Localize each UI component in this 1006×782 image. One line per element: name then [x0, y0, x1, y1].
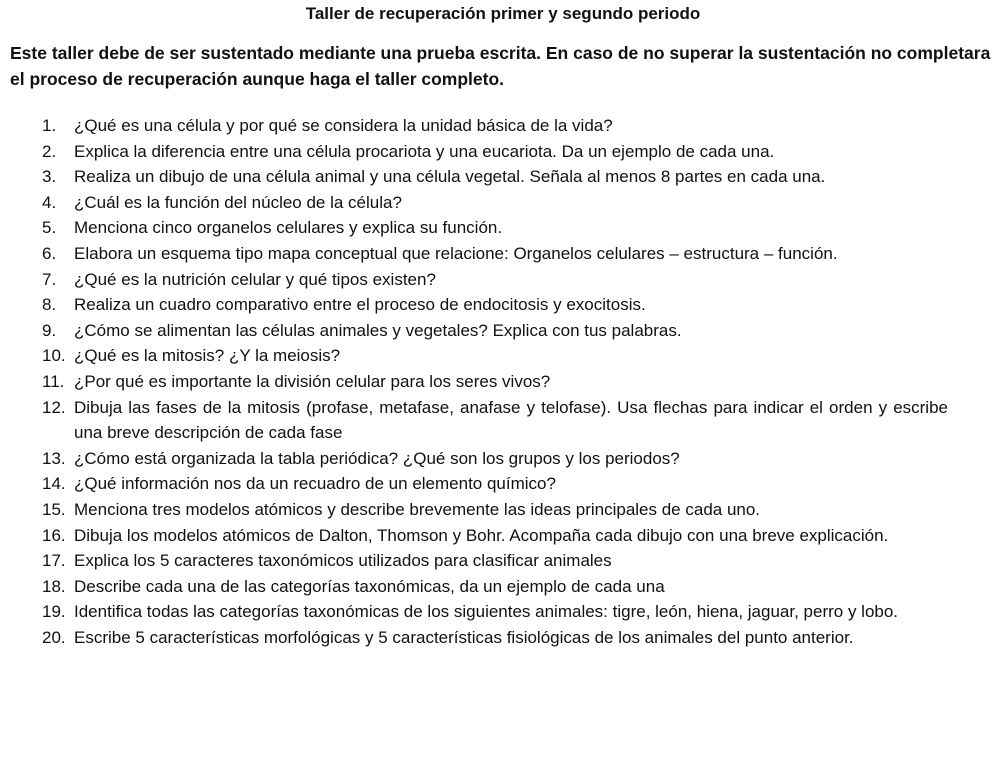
document-title: Taller de recuperación primer y segundo periodo — [305, 4, 701, 23]
question-number: 5. — [42, 218, 57, 238]
list-item — [0, 548, 948, 574]
list-item — [0, 574, 948, 600]
list-item — [0, 395, 948, 446]
question-text: Realiza un dibujo de una célula animal y una célula vegetal. Señala al menos 8 partes en cada una. — [74, 167, 826, 187]
question-number: 15. — [42, 499, 66, 519]
list-item — [0, 471, 948, 497]
list-item — [0, 446, 948, 472]
question-number: 13. — [42, 448, 66, 468]
question-text: ¿Qué es una célula y por qué se considera la unidad básica de la vida? — [74, 116, 613, 135]
list-item — [0, 139, 948, 165]
list-item — [0, 241, 948, 267]
question-number: 12. — [42, 397, 66, 417]
list-item — [0, 625, 948, 651]
list-item — [0, 267, 948, 293]
question-text: Describe cada una de las categorías taxonómicas, da un ejemplo de cada una — [74, 576, 665, 596]
list-item — [0, 190, 948, 216]
question-number: 2. — [42, 141, 57, 161]
question-number: 18. — [42, 576, 66, 596]
question-text: Elabora un esquema tipo mapa conceptual que relacione: Organelos celulares – estructura – función. — [74, 243, 838, 263]
list-item — [0, 343, 948, 369]
question-text: ¿Cómo está organizada la tabla periódica? ¿Qué son los grupos y los periodos? — [74, 448, 680, 468]
question-number: 1. — [42, 116, 57, 135]
question-number: 8. — [42, 295, 57, 315]
question-text: Explica la diferencia entre una célula procariota y una eucariota. Da un ejemplo de cada una. — [74, 141, 775, 161]
question-text: Explica los 5 caracteres taxonómicos utilizados para clasificar animales — [74, 551, 612, 571]
list-item — [0, 523, 948, 549]
question-number: 14. — [42, 474, 66, 494]
question-text: Dibuja las fases de la mitosis (profase, metafase, anafase y telofase). Usa flechas para indicar el orden y escribe una breve descripción de cada fase — [74, 397, 948, 443]
question-number: 20. — [42, 627, 66, 647]
list-item — [0, 318, 948, 344]
list-item — [0, 113, 948, 139]
intro-paragraph: Este taller debe de ser sustentado mediante una prueba escrita. En caso de no superar la sustentación no completara el proceso de recuperación aunque haga el taller completo. — [10, 43, 991, 89]
question-number: 7. — [42, 269, 57, 289]
question-text: ¿Qué información nos da un recuadro de un elemento químico? — [74, 474, 556, 494]
question-number: 19. — [42, 602, 66, 622]
question-text: Realiza un cuadro comparativo entre el proceso de endocitosis y exocitosis. — [74, 295, 646, 315]
question-text: Dibuja los modelos atómicos de Dalton, Thomson y Bohr. Acompaña cada dibujo con una breve explicación. — [74, 525, 889, 545]
list-item — [0, 164, 948, 190]
question-text: Identifica todas las categorías taxonómicas de los siguientes animales: tigre, león, hiena, jaguar, perro y lobo. — [74, 602, 899, 622]
list-item — [0, 215, 948, 241]
list-item — [0, 497, 948, 523]
question-text: ¿Por qué es importante la división celular para los seres vivos? — [74, 371, 551, 391]
list-item — [0, 599, 948, 625]
question-text: Escribe 5 características morfológicas y 5 características fisiológicas de los animales del punto anterior. — [74, 627, 854, 647]
question-list — [0, 113, 1006, 650]
question-text: Menciona tres modelos atómicos y describe brevemente las ideas principales de cada uno. — [74, 499, 761, 519]
question-number: 11. — [42, 371, 65, 391]
question-number: 16. — [42, 525, 66, 545]
question-number: 6. — [42, 243, 57, 263]
question-number: 4. — [42, 192, 57, 212]
question-number: 9. — [42, 320, 57, 340]
question-number: 3. — [42, 167, 57, 187]
list-item — [0, 292, 948, 318]
question-number: 17. — [42, 551, 66, 571]
question-text: ¿Cómo se alimentan las células animales y vegetales? Explica con tus palabras. — [74, 320, 682, 340]
question-text: ¿Cuál es la función del núcleo de la célula? — [74, 192, 402, 212]
question-text: ¿Qué es la mitosis? ¿Y la meiosis? — [74, 346, 341, 366]
question-text: ¿Qué es la nutrición celular y qué tipos existen? — [74, 269, 436, 289]
list-item — [0, 369, 948, 395]
question-text: Menciona cinco organelos celulares y explica su función. — [74, 218, 503, 238]
question-number: 10. — [42, 346, 66, 366]
